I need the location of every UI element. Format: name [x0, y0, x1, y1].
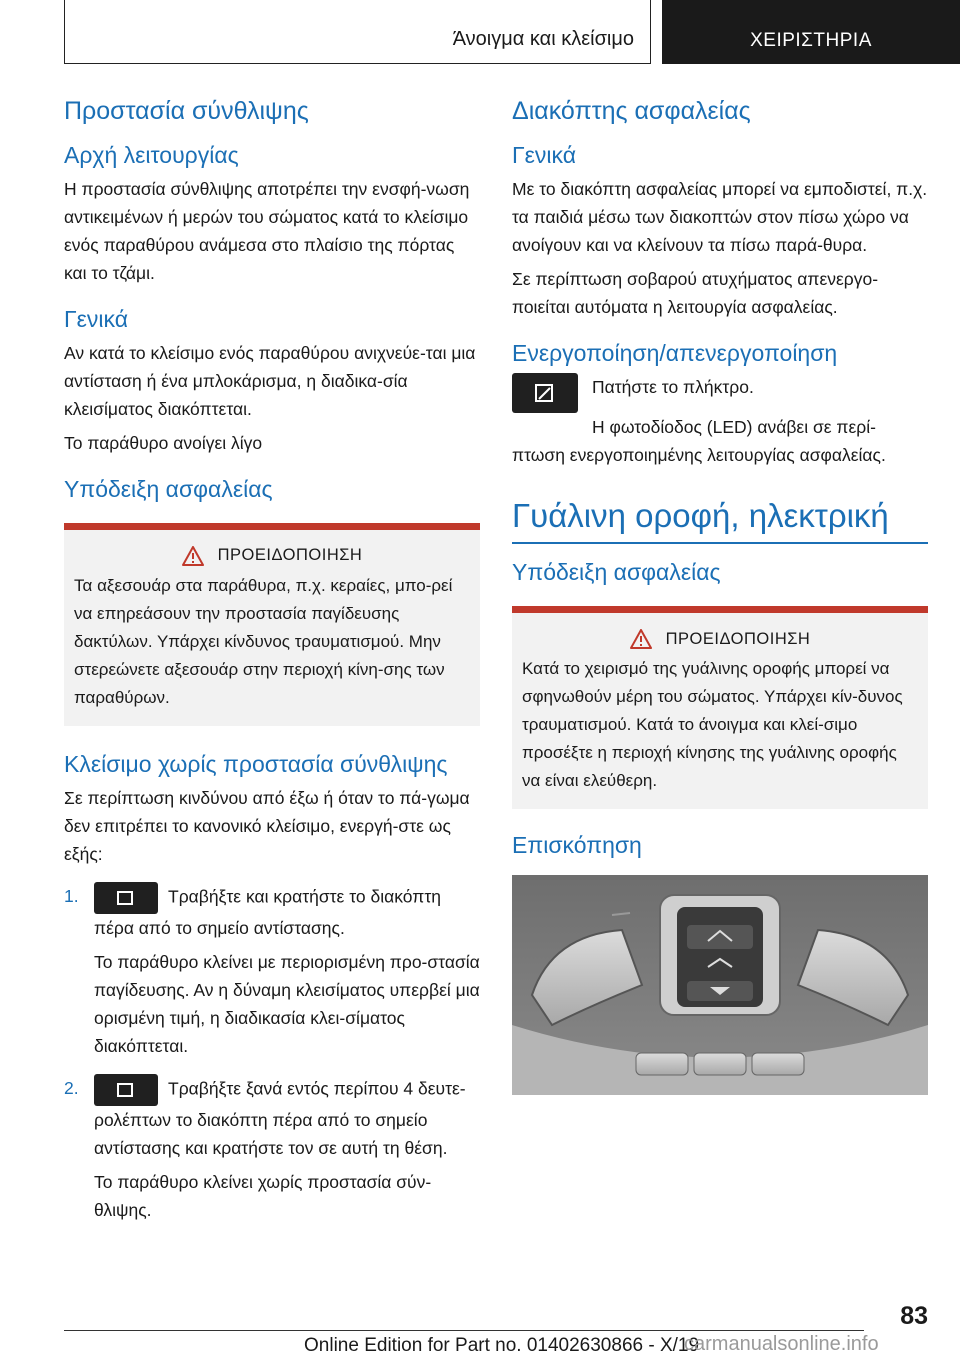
warning-text: Τα αξεσουάρ στα παράθυρα, π.χ. κεραίες, μπο-ρεί να επηρεάσουν την προστασία παγίδευσης δακτύλων. Υπάρχει κίνδυνος τραυματισμού. Μην στερεώνετε αξεσουάρ στην περιοχή κίνη-σης των παραθύρων. — [74, 575, 453, 707]
warning-header — [74, 546, 470, 566]
toggle-row — [512, 373, 928, 413]
principle-text: Η προστασία σύνθλιψης αποτρέπει την ενσφή-νωση αντικειμένων ή μερών του σώματος κατά το κλείσιμο ενός παραθύρου ανάμεσα στο πλαίσιο της πόρτας και το τζάμι. — [64, 179, 470, 284]
step-2 — [64, 1074, 480, 1224]
glass-roof-title: Γυάλινη οροφή, ηλεκτρική — [512, 495, 928, 544]
overview-heading: Επισκόπηση — [512, 832, 642, 859]
general-text-2: Σε περίπτωση σοβαρού ατυχήματος απενεργο-ποιείται αυτόματα η λειτουργία ασφαλείας. — [512, 269, 879, 318]
step-instruction: Τραβήξτε και κρατήστε το διακόπτη πέρα από το σημείο αντίστασης. — [94, 882, 480, 942]
toggle-text-2: Η φωτοδίοδος (LED) ανάβει σε περί-πτωση ενεργοποιημένης λειτουργίας ασφαλείας. — [512, 417, 886, 466]
roof-warning-text: Κατά το χειρισμό της γυάλινης οροφής μπορεί να σφηνωθούν μέρη του σώματος. Υπάρχει κίν-δυνος τραυματισμού. Κατά το άνοιγμα και κλεί-σιμο προσέξτε η περιοχή κίνησης της γυάλινης οροφής να είναι ελεύθερη. — [522, 659, 903, 791]
pinch-protection-title: Προστασία σύνθλιψης — [64, 97, 309, 125]
step-instruction: Τραβήξτε ξανά εντός περίπου 4 δευτε-ρολέπτων το διακόπτη πέρα από το σημείο αντίστασης και κρατήστε τον σε αυτή τη θέση. — [94, 1074, 480, 1162]
warning-triangle-icon — [630, 629, 652, 649]
safety-heading: Υπόδειξη ασφαλείας — [64, 476, 273, 503]
right-column — [512, 96, 928, 1095]
step-result: Το παράθυρο κλείνει χωρίς προστασία σύν-θλιψης. — [94, 1171, 432, 1220]
toggle-heading: Ενεργοποίηση/απενεργοποίηση — [512, 340, 838, 367]
watermark: carmanualsonline.info — [684, 1333, 879, 1355]
window-switch-icon — [94, 1074, 158, 1106]
warning-box — [64, 523, 480, 726]
roof-safety-heading: Υπόδειξη ασφαλείας — [512, 559, 721, 586]
warning-triangle-icon — [182, 546, 204, 566]
safety-switch-icon — [512, 373, 578, 413]
general-heading: Γενικά — [64, 306, 129, 333]
warning-header — [522, 629, 918, 649]
general-text-1: Αν κατά το κλείσιμο ενός παραθύρου ανιχνεύε-ται μια αντίσταση ή ένα μπλοκάρισμα, η διαδικα-σία κλεισίματος διακόπτεται. — [64, 343, 476, 420]
left-column — [64, 96, 480, 1230]
toggle-text-1: Πατήστε το πλήκτρο. — [592, 377, 754, 398]
step-result: Το παράθυρο κλείνει με περιορισμένη προ-στασία παγίδευσης. Αν η δύναμη κλεισίματος υπερβεί μια ορισμένη τιμή, η διαδικασία κλει-σίματος διακόπτεται. — [94, 951, 480, 1056]
step-number: 2. — [64, 1077, 79, 1098]
safety-switch-title: Διακόπτης ασφαλείας — [512, 97, 751, 125]
roof-switch-photo — [512, 875, 928, 1095]
principle-heading: Αρχή λειτουργίας — [64, 142, 239, 169]
page-number: 83 — [900, 1302, 928, 1330]
header-section-title: ΧΕΙΡΙΣΤΗΡΙΑ — [750, 30, 872, 51]
general-heading: Γενικά — [512, 142, 577, 169]
closing-text: Σε περίπτωση κινδύνου από έξω ή όταν το πά-γωμα δεν επιτρέπει το κανονικό κλείσιμο, ενεργή-στε ως εξής: — [64, 787, 470, 864]
footer-edition: Online Edition for Part no. 01402630866 - X/19 — [304, 1335, 700, 1356]
header-chapter-box — [64, 0, 651, 64]
header-section-box — [662, 0, 960, 64]
step-1 — [64, 882, 480, 1060]
general-text-2: Το παράθυρο ανοίγει λίγο — [64, 433, 263, 454]
window-switch-icon — [94, 882, 158, 914]
page-header — [64, 0, 960, 64]
header-chapter-title: Άνοιγμα και κλείσιμο — [452, 28, 634, 50]
warning-title: ΠΡΟΕΙΔΟΠΟΙΗΣΗ — [217, 546, 363, 565]
closing-heading: Κλείσιμο χωρίς προστασία σύνθλιψης — [64, 750, 448, 777]
general-text-1: Με το διακόπτη ασφαλείας μπορεί να εμποδιστεί, π.χ. τα παιδιά μέσω των διακοπτών στον πίσω χώρο να ανοίγουν και να κλείνουν τα πίσω παρά-θυρα. — [512, 179, 928, 256]
roof-warning-box — [512, 606, 928, 809]
warning-title: ΠΡΟΕΙΔΟΠΟΙΗΣΗ — [665, 629, 811, 648]
step-number: 1. — [64, 885, 79, 906]
